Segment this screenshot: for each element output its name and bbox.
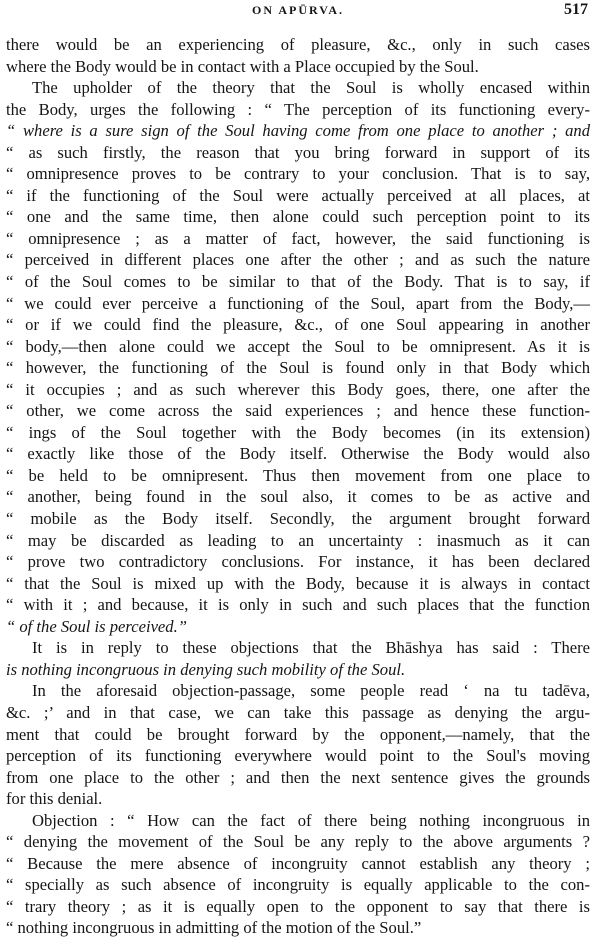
text-line: “ denying the movement of the Soul be any reply to the above arguments ? (6, 832, 590, 852)
text-line: “ it occupies ; and as such wherever this Body goes, there, one after the (6, 379, 590, 399)
text-line: “ as such firstly, the reason that you bring forward in support of its (6, 142, 590, 162)
text-line: perception of its functioning everywhere would point to the Soul's moving (6, 746, 590, 766)
text-line: “ body,—then alone could we accept the Soul to be omnipresent. As it is (6, 336, 590, 356)
body-text (6, 34, 590, 939)
paragraph (6, 637, 590, 680)
text-line: “ ings of the Soul together with the Body becomes (in its extension) (6, 422, 590, 442)
text-line: “ other, we come across the said experiences ; and hence these function- (6, 401, 590, 421)
text-line: “ if the functioning of the Soul were actually perceived at all places, at (6, 185, 590, 205)
text-line: It is in reply to these objections that the Bhāshya has said : There (32, 638, 590, 658)
text-line: “ one and the same time, then alone could such perception point to its (6, 207, 590, 227)
paragraph (6, 34, 590, 77)
text-line: “ omnipresence proves to be contrary to your conclusion. That is to say, (6, 164, 590, 184)
text-line: “ be held to be omnipresent. Thus then movement from one place to (6, 465, 590, 485)
text-line: “ another, being found in the soul also, it comes to be as active and (6, 487, 590, 507)
text-line: “ of the Soul is perceived.” (6, 616, 187, 636)
text-line: where the Body would be in contact with a Place occupied by the Soul. (6, 56, 479, 76)
text-line: “ perceived in different places one after the other ; and as such the nature (6, 250, 590, 270)
text-line: the Body, urges the following : “ The perception of its functioning every- (6, 99, 590, 119)
text-line: “ mobile as the Body itself. Secondly, the argument brought forward (6, 509, 590, 529)
text-line: from one place to the other ; and then the next sentence gives the grounds (6, 767, 590, 787)
text-line: “ Because the mere absence of incongruity cannot establish any theory ; (6, 853, 590, 873)
text-line: is nothing incongruous in denying such mobility of the Soul. (6, 659, 406, 679)
text-line: there would be an experiencing of pleasure, &c., only in such cases (6, 35, 590, 54)
text-line: In the aforesaid objection-passage, some people read ‘ na tu tadēva, (32, 681, 590, 701)
page-header (6, 0, 590, 34)
paragraph (6, 77, 590, 637)
text-line: “ trary theory ; as it is equally open to the opponent to say that there is (6, 896, 590, 916)
text-line: “ specially as such absence of incongruity is equally applicable to the con- (6, 875, 590, 895)
page-number: 517 (564, 1, 588, 18)
text-line: “ that the Soul is mixed up with the Body, because it is always in contact (6, 573, 590, 593)
text-line: “ omnipresence ; as a matter of fact, however, the said functioning is (6, 228, 590, 248)
text-line: ment that could be brought forward by the opponent,—namely, that the (6, 724, 590, 744)
paragraph (6, 680, 590, 809)
text-line: “ we could ever perceive a functioning of the Soul, apart from the Body,— (6, 293, 590, 313)
text-line: for this denial. (6, 789, 103, 809)
text-line: “ exactly like those of the Body itself. Otherwise the Body would also (6, 444, 590, 464)
running-head: ON APŪRVA. (251, 3, 345, 17)
text-line: Objection : “ How can the fact of there being nothing incongruous in (32, 810, 590, 830)
text-line: “ or if we could find the pleasure, &c., of one Soul appearing in another (6, 315, 590, 335)
text-line: “ of the Soul comes to be similar to that of the Body. That is to say, if (6, 272, 590, 292)
paragraph (6, 810, 590, 939)
text-line: “ may be discarded as leading to an uncertainty : inasmuch as it can (6, 530, 590, 550)
text-line: “ however, the functioning of the Soul is found only in that Body which (6, 358, 590, 378)
text-line: The upholder of the theory that the Soul is wholly encased within (32, 78, 590, 98)
text-line: &c. ;’ and in that case, we can take this passage as denying the argu- (6, 702, 590, 722)
text-line: “ with it ; and because, it is only in such and such places that the function (6, 595, 590, 615)
text-line: “ nothing incongruous in admitting of the motion of the Soul.” (6, 918, 422, 938)
text-line: “ prove two contradictory conclusions. For instance, it has been declared (6, 552, 590, 572)
text-line: “ where is a sure sign of the Soul having come from one place to another ; and (6, 121, 590, 141)
